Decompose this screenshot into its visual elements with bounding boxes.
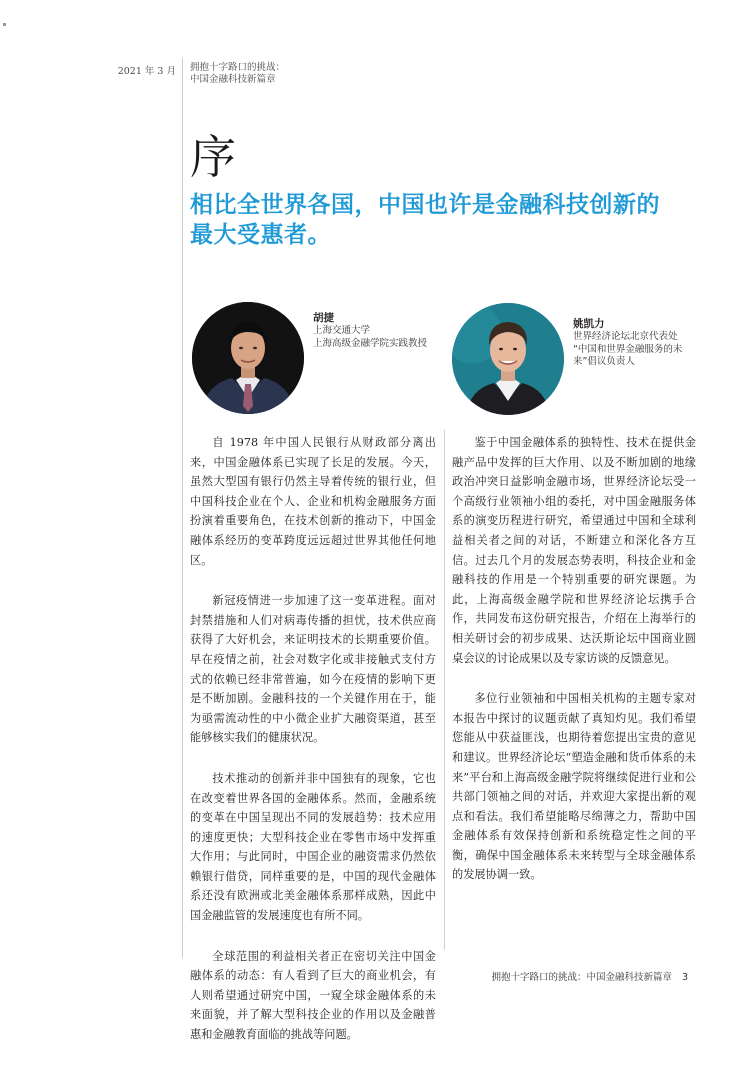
portrait-photo-icon <box>452 303 564 415</box>
paragraph: 鉴于中国金融体系的独特性、技术在提供金融产品中发挥的巨大作用、以及不断加剧的地缘政治冲突日益影响金融市场，世界经济论坛受一个高级行业领袖小组的委托，对中国金融服务体系的演变历程进行研究，希望通过中国和全球利益相关者之间的对话，不断建立和深化各方互信。过去几个月的发展态势表明，科技企业和金融科技的作用是一个特别重要的研究课题。为此，上海高级金融学院和世界经济论坛携手合作，共同发布这份研究报告，介绍在上海举行的相关研讨会的初步成果、达沃斯论坛中国商业圆桌会议的讨论成果以及专家访谈的反馈意见。 <box>452 436 696 665</box>
footer-title: 拥抱十字路口的挑战：中国金融科技新篇章 <box>491 972 672 983</box>
header-title-line-1: 拥抱十字路口的挑战： <box>190 62 286 73</box>
page-corner-mark <box>3 23 6 26</box>
section-heading: 序 <box>190 130 236 184</box>
page-number: 3 <box>681 972 688 983</box>
author-caption-1 <box>313 312 433 350</box>
paragraph: 多位行业领袖和中国相关机构的主题专家对本报告中探讨的议题贡献了真知灼见。我们希望您能从中获益匪浅，也期待着您提出宝贵的意见和建议。世界经济论坛“塑造金融和货币体系的未来”平台和上海高级金融学院将继续促进行业和公共部门领袖之间的对话，并欢迎大家提出新的观点和看法。我们希望能略尽绵薄之力，帮助中国金融体系有效保持创新和系统稳定性之间的平衡，确保中国金融体系未来转型与全球金融体系的发展协调一致。 <box>452 692 696 882</box>
author-portrait-yao-kaili <box>452 303 564 415</box>
paragraph: 新冠疫情进一步加速了这一变革进程。面对封禁措施和人们对病毒传播的担忧，技术供应商获得了大好机会，来证明技术的长期重要价值。早在疫情之前，社会对数字化或非接触式支付方式的依赖已经非常普遍，如今在疫情的影响下更是不断加剧。金融科技的一个关键作用在于，能为亟需流动性的中小微企业扩大融资渠道，甚至能够核实我们的健康状况。 <box>190 594 436 745</box>
header-date: 2021 年 3 月 <box>117 66 176 77</box>
left-column <box>190 433 436 1066</box>
author-title-line-1: “中国和世界金融服务的未 <box>573 343 683 355</box>
header-report-title <box>190 62 285 86</box>
author-name: 姚凯力 <box>573 318 605 330</box>
author-caption-2 <box>573 318 688 369</box>
author-portrait-hu-jie <box>192 302 304 414</box>
paragraph: 全球范围的利益相关者正在密切关注中国金融体系的动态：有人看到了巨大的商业机会，有人则希望通过研究中国，一窥全球金融体系的未来面貌，并了解大型科技企业的作用以及金融普惠和金融教育面临的挑战等问题。 <box>190 949 436 1042</box>
paragraph: 技术推动的创新并非中国独有的现象，它也在改变着世界各国的金融体系。然而，金融系统的变革在中国呈现出不同的发展趋势：技术应用的速度更快；大型科技企业在零售市场中发挥重大作用；与此同时，中国企业的融资需求仍然依赖银行借贷，同样重要的是，中国的现代金融体系还没有欧洲或北美金融体系那样成熟，因此中国金融监管的发展速度也有所不同。 <box>190 771 436 923</box>
author-title: 上海高级金融学院实践教授 <box>313 337 428 349</box>
author-affiliation: 世界经济论坛北京代表处 <box>573 331 678 342</box>
right-column <box>452 433 696 906</box>
paragraph: 自 1978 年中国人民银行从财政部分离出来，中国金融体系已实现了长足的发展。今天，虽然大型国有银行仍然主导着传统的银行业，但中国科技企业在个人、企业和机构金融服务方面扮演着重要角色，在技术创新的推动下，中国金融体系经历的变革跨度远远超过世界其他任何地区。 <box>190 436 436 567</box>
author-name: 胡捷 <box>313 312 334 324</box>
header-title-line-2: 中国金融科技新篇章 <box>190 74 276 85</box>
author-title-line-2: 来”倡议负责人 <box>573 356 635 367</box>
portrait-photo-icon <box>192 302 304 414</box>
section-subtitle: 相比全世界各国，中国也许是金融科技创新的最大受惠者。 <box>190 192 660 248</box>
margin-rule <box>182 58 183 958</box>
page-footer <box>480 969 688 983</box>
column-divider <box>444 430 445 950</box>
author-affiliation: 上海交通大学 <box>313 325 371 336</box>
